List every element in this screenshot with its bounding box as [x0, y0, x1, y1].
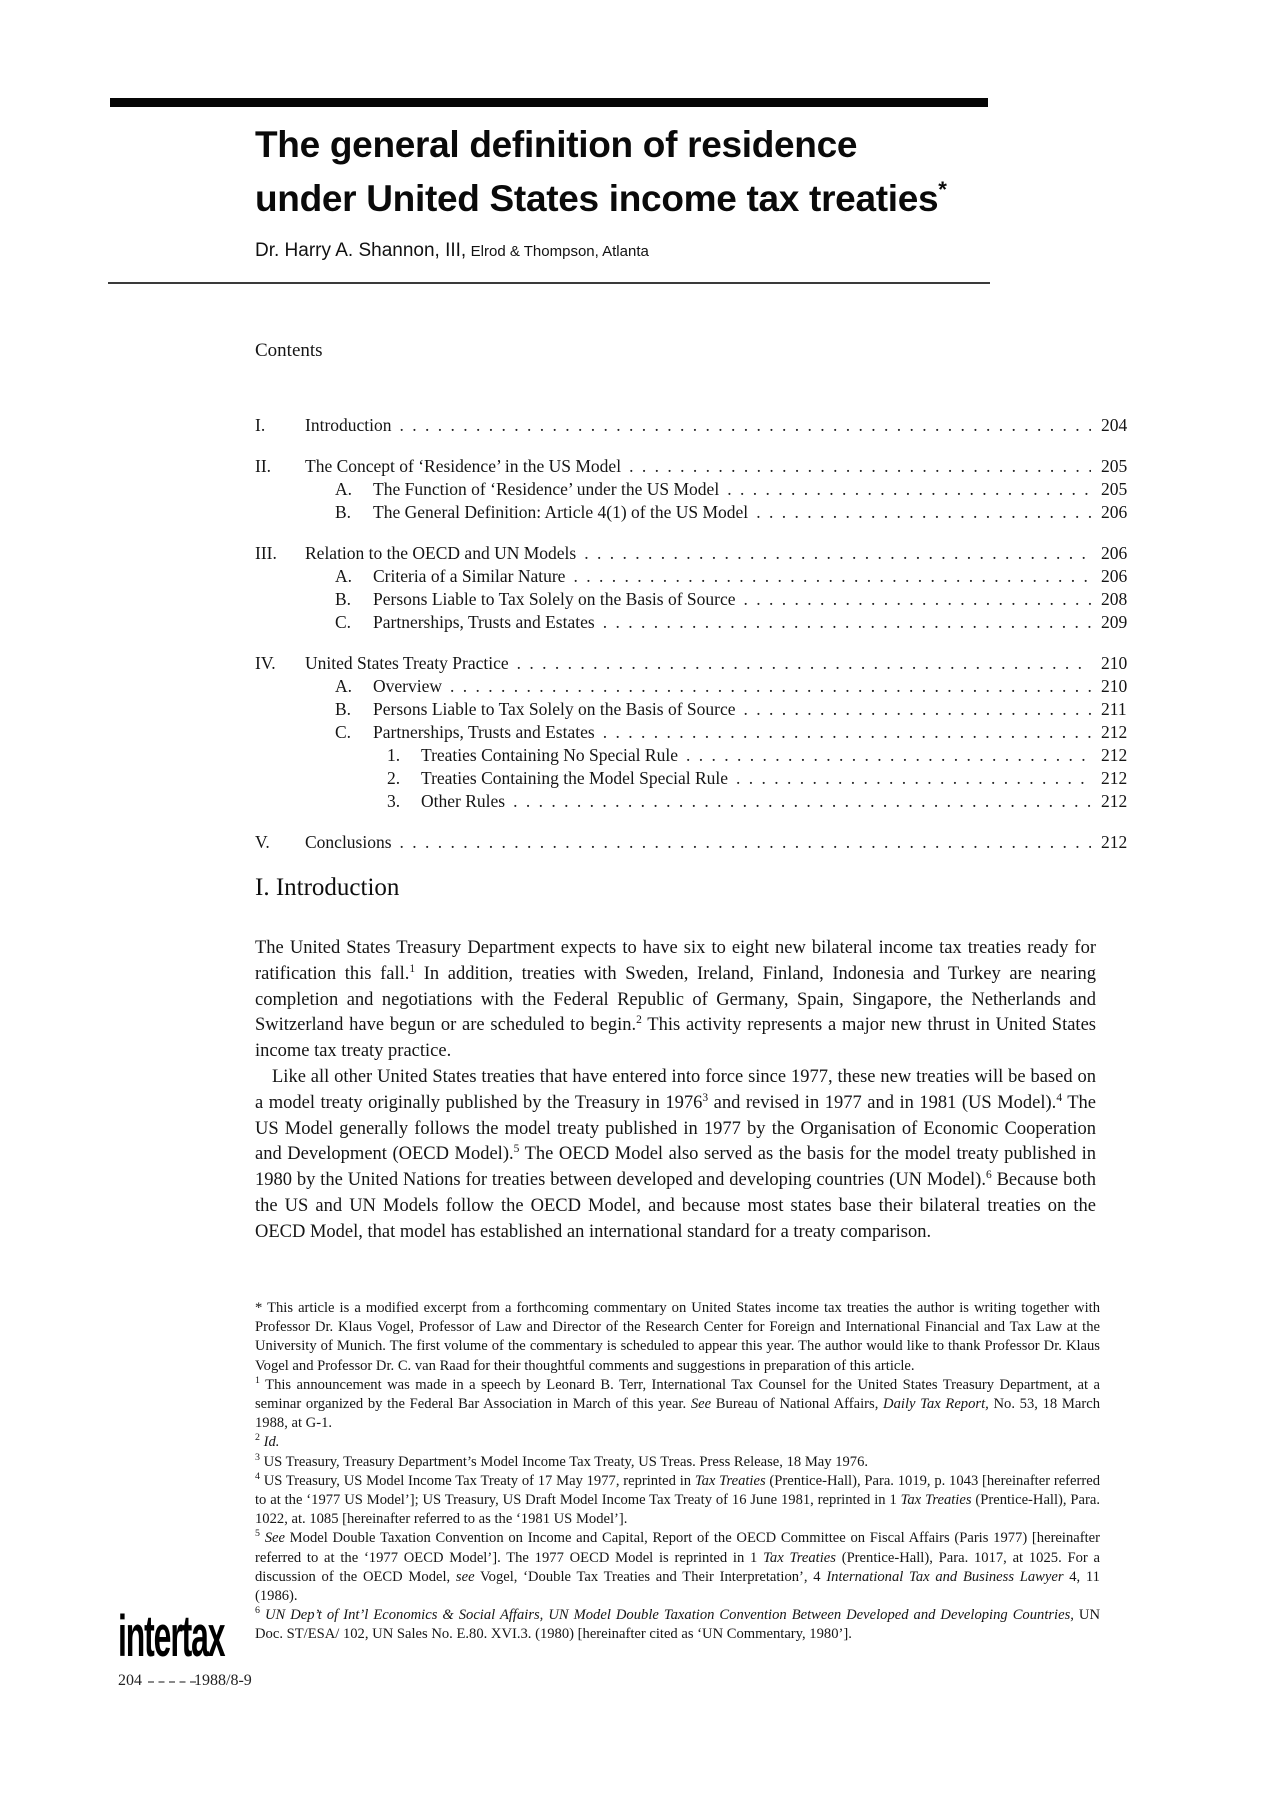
toc-item: B. Persons Liable to Tax Solely on the Basis of Source . . . 208 — [255, 588, 1145, 611]
top-rule — [110, 98, 988, 107]
title-line2: under United States income tax treaties — [255, 178, 939, 219]
title-footnote-marker: * — [938, 177, 947, 202]
author-line — [255, 240, 649, 262]
toc-page-number: 204 — [1101, 415, 1128, 435]
toc-page-number: 209 — [1101, 612, 1128, 632]
toc-item: 1. Treaties Containing No Special Rule . . . 212 — [255, 744, 1145, 767]
dot-leader — [400, 414, 1091, 437]
toc-page-number: 212 — [1101, 722, 1128, 742]
dot-leader — [584, 542, 1091, 565]
toc-page-number: 205 — [1101, 479, 1128, 499]
toc-item: C. Partnerships, Trusts and Estates . . . 209 — [255, 611, 1145, 634]
toc-item: IV. United States Treaty Practice . . . 210 — [255, 652, 1145, 675]
dot-leader — [629, 455, 1091, 478]
toc-page-number: 212 — [1101, 791, 1128, 811]
body-paragraph: The United States Treasury Department expects to have six to eight new bilateral income tax treaties ready for ratification this fall.$^1$ In addition, treaties with Sweden, Ireland, Finland, Indonesia and Turkey are nearing completion and negotiations with the Federal Republic of Germany, Spain, Singapore, the Netherlands and Switzerland have begun or are scheduled to begin.$^2$ This activity represents a major new thrust in United States income tax treaty practice. — [255, 938, 1096, 1062]
toc-item: B. The General Definition: Article 4(1) of the US Model . . . 206 — [255, 501, 1145, 524]
intertax-logo: intertax — [118, 1604, 225, 1669]
author-affiliation: Elrod & Thompson, Atlanta — [470, 243, 649, 260]
toc-page-number: 210 — [1101, 653, 1128, 673]
toc-page-number: 210 — [1101, 676, 1128, 696]
footnote-4: $^4$ US Treasury, US Model Income Tax Treaty of 17 May 1977, reprinted in Tax Treaties (Prentice-Hall), Para. 1019, p. 1043 [hereinafter referred to at the ‘1977 US Model’]; US Treasury, US Draft Model Income Tax Treaty of 16 June 1981, reprinted in 1 Tax Treaties (Prentice-Hall), Para. 1022, at. 1085 [hereinafter referred to as the ‘1981 US Model’]. — [255, 1470, 1101, 1528]
toc-page-number: 205 — [1101, 456, 1128, 476]
contents-heading: Contents — [255, 340, 323, 361]
toc-page-number: 212 — [1101, 832, 1128, 852]
toc-item: A. Criteria of a Similar Nature . . . 206 — [255, 565, 1145, 588]
toc-page-number: 206 — [1101, 543, 1128, 563]
toc-page-number: 211 — [1101, 699, 1127, 719]
toc-page-number: 208 — [1101, 589, 1128, 609]
title-line1: The general definition of residence — [255, 124, 858, 165]
dot-leader — [686, 744, 1091, 767]
toc-page-number: 212 — [1101, 768, 1128, 788]
footnote-3: $^3$ US Treasury, Treasury Department’s Model Income Tax Treaty, US Treas. Press Release, 18 May 1976. — [255, 1451, 869, 1470]
toc-page-number: 206 — [1101, 566, 1128, 586]
dot-leader — [727, 478, 1091, 501]
dot-leader — [517, 652, 1091, 675]
dot-leader — [736, 767, 1091, 790]
toc-item: V. Conclusions . . . 212 — [255, 831, 1145, 854]
dot-leader — [573, 565, 1091, 588]
footnote-6: $^6$ UN Dep’t of Int’l Economics & Social Affairs, UN Model Double Taxation Convention Between Developed and Developing Countries, UN Doc. ST/ESA/ 102, UN Sales No. E.80. XVI.3. (1980) [hereinafter cited as ‘UN Commentary, 1980’]. — [255, 1605, 1101, 1643]
toc-item: C. Partnerships, Trusts and Estates . . . 212 — [255, 721, 1145, 744]
dot-leader — [744, 698, 1091, 721]
toc-item: A. The Function of ‘Residence’ under the US Model . . . 205 — [255, 478, 1145, 501]
dot-leader — [513, 790, 1091, 813]
footnote-asterisk: * This article is a modified excerpt from a forthcoming commentary on United States income tax treaties the author is writing together with Professor Dr. Klaus Vogel, Professor of Law and Director of the Research Center for Foreign and International Financial and Tax Law at the University of Munich. The first volume of the commentary is scheduled to appear this year. The author would like to thank Professor Dr. Klaus Vogel and Professor Dr. C. van Raad for their thoughtful comments and suggestions in preparation of this article. — [255, 1300, 1100, 1374]
footnote-1: $^1$ This announcement was made in a speech by Leonard B. Terr, International Tax Counsel for the United States Treasury Department, at a seminar organized by the Federal Bar Association in March of this year. See Bureau of National Affairs, Daily Tax Report, No. 53, 18 March 1988, at G-1. — [255, 1374, 1100, 1432]
dot-leader — [603, 611, 1091, 634]
author-name: Dr. Harry A. Shannon, III, — [255, 240, 467, 261]
toc-item: B. Persons Liable to Tax Solely on the Basis of Source . . . 211 — [255, 698, 1145, 721]
dot-leader — [756, 501, 1091, 524]
author-divider-rule — [108, 282, 990, 284]
scan-artifact-dashes — [148, 1681, 196, 1683]
section-heading-introduction: I. Introduction — [255, 874, 400, 901]
dot-leader — [450, 675, 1091, 698]
footer-page-number: 204 — [118, 1672, 142, 1689]
toc-item: 3. Other Rules . . . 212 — [255, 790, 1145, 813]
table-of-contents — [255, 414, 1145, 854]
toc-item: I. Introduction . . . 204 — [255, 414, 1145, 437]
body-paragraph: Like all other United States treaties that have entered into force since 1977, these new treaties will be based on a model treaty originally published by the Treasury in 1976$^3$ and revised in 1977 and in 1981 (US Model).$^4$ The US Model generally follows the model treaty published in 1977 by the Organisation of Economic Cooperation and Development (OECD Model).$^5$ The OECD Model also served as the basis for the model treaty published in 1980 by the United Nations for treaties between developed and developing countries (UN Model).$^6$ Because both the US and UN Models follow the OECD Model, and because most states base their bilateral treaties on the OECD Model, that model has established an international standard for a treaty comparison. — [255, 1066, 1097, 1242]
toc-item: II. The Concept of ‘Residence’ in the US Model . . . 205 — [255, 455, 1145, 478]
toc-item: III. Relation to the OECD and UN Models . . . 206 — [255, 542, 1145, 565]
dot-leader — [400, 831, 1091, 854]
toc-page-number: 212 — [1101, 745, 1128, 765]
toc-item: 2. Treaties Containing the Model Special Rule . . . 212 — [255, 767, 1145, 790]
footnotes-block — [255, 1299, 1100, 1645]
article-body — [255, 936, 1096, 1246]
footnote-5: $^5$ See Model Double Taxation Convention on Income and Capital, Report of the OECD Committee on Fiscal Affairs (Paris 1977) [hereinafter referred to at the ‘1977 OECD Model’]. The 1977 OECD Model is reprinted in 1 Tax Treaties (Prentice-Hall), Para. 1017, at 1025. For a discussion of the OECD Model, see Vogel, ‘Double Tax Treaties and Their Interpretation’, 4 International Tax and Business Lawyer 4, 11 (1986). — [255, 1528, 1101, 1605]
dot-leader — [603, 721, 1091, 744]
footnote-2: $^2$ Id. — [255, 1432, 280, 1451]
toc-page-number: 206 — [1101, 502, 1128, 522]
dot-leader — [744, 588, 1091, 611]
article-title — [255, 122, 1115, 221]
toc-item: A. Overview . . . 210 — [255, 675, 1145, 698]
footer-issue-number: 1988/8-9 — [194, 1672, 252, 1689]
